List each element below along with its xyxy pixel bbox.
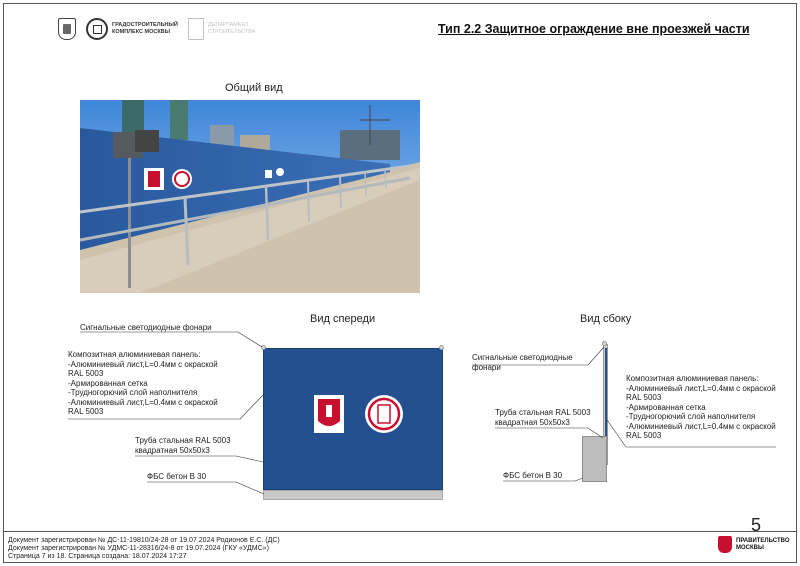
- moscow-emblem-icon: [58, 18, 76, 40]
- moscow-logo: [58, 18, 76, 40]
- side-panel-line6: RAL 5003: [626, 431, 662, 440]
- moscow-government-logo: [718, 536, 790, 553]
- front-panel-line4: -Трудногорючий слой наполнителя: [68, 388, 198, 397]
- grad-complex-icon: [86, 18, 108, 40]
- front-panel-line5: -Алюминиевый лист,L=0.4мм с окраской: [68, 397, 218, 407]
- department-logo: [188, 18, 283, 40]
- side-panel-line3: -Армированная сетка: [626, 402, 706, 412]
- side-base-label: ФБС бетон В 30: [503, 471, 563, 480]
- front-signal-lights-label: Сигнальные светодиодные фонари: [80, 323, 212, 332]
- footer-divider: [3, 531, 797, 532]
- front-panel-line3: -Армированная сетка: [68, 378, 148, 388]
- footer-page-info: Страница 7 из 18. Страница создана: 18.07.2024 17:27: [8, 553, 187, 560]
- side-panel-line4: -Трудногорючий слой наполнителя: [626, 412, 756, 421]
- side-panel-line5: -Алюминиевый лист,L=0.4мм с окраской: [626, 421, 776, 431]
- page-number: 5: [751, 515, 762, 535]
- moscow-coat-of-arms-icon: [718, 536, 732, 553]
- side-panel-line1: -Алюминиевый лист,L=0.4мм с окраской: [626, 383, 776, 393]
- side-signal-lights-label: [472, 353, 573, 372]
- side-view-caption: Вид сбоку: [580, 313, 632, 325]
- government-line1: ПРАВИТЕЛЬСТВО: [736, 537, 790, 544]
- grad-complex-name: ГРАДОСТРОИТЕЛЬНЫЙ КОМПЛЕКС МОСКВЫ: [112, 22, 178, 35]
- side-view-concrete-base: [582, 436, 607, 482]
- front-pipe-label: [135, 436, 231, 455]
- grad-complex-logo: [86, 18, 192, 40]
- footer-registration-1: Документ зарегистрирован № ДС-11-19810/24-28 от 19.07.2024 Родионов Е.С. (ДС): [8, 537, 280, 544]
- front-view-caption: Вид спереди: [310, 313, 376, 325]
- page-title: Тип 2.2 Защитное ограждение вне проезжей части: [438, 22, 750, 36]
- front-panel-composition-label: [68, 350, 268, 417]
- side-pipe-label: [495, 408, 591, 427]
- department-name: ДЕПАРТАМЕНТ СТРОИТЕЛЬСТВА: [208, 22, 256, 35]
- front-view-panel: [263, 348, 443, 490]
- side-signal-line1: Сигнальные светодиодные: [472, 353, 573, 362]
- side-view-panel: [605, 348, 607, 438]
- general-view-photo: [80, 100, 420, 293]
- government-name: [736, 538, 790, 552]
- side-pipe-line1: Труба стальная RAL 5003: [495, 408, 591, 417]
- side-signal-light: [602, 341, 607, 346]
- government-line2: МОСКВЫ: [736, 544, 764, 551]
- side-panel-line2: RAL 5003: [626, 393, 662, 402]
- footer-registration-2: Документ зарегистрирован № УДМС-11-28316/24-8 от 19.07.2024 (ГКУ «УДМС»): [8, 545, 269, 552]
- front-pipe-line2: квадратная 50x50x3: [135, 445, 210, 455]
- front-base-label: ФБС бетон В 30: [147, 472, 207, 481]
- front-panel-line2: RAL 5003: [68, 369, 104, 378]
- front-panel-line1: -Алюминиевый лист,L=0.4мм с окраской: [68, 359, 218, 369]
- general-view-caption: Общий вид: [225, 82, 283, 94]
- front-signal-light-right: [439, 345, 444, 350]
- side-pipe-line2: квадратная 50x50x3: [495, 417, 570, 427]
- front-panel-title: Композитная алюминиевая панель:: [68, 350, 201, 359]
- side-signal-line2: фонари: [472, 362, 501, 372]
- front-view-concrete-base: [263, 490, 443, 500]
- side-panel-composition-label: [626, 374, 786, 441]
- front-panel-line6: RAL 5003: [68, 407, 104, 416]
- side-panel-title: Композитная алюминиевая панель:: [626, 374, 759, 383]
- front-pipe-line1: Труба стальная RAL 5003: [135, 436, 231, 445]
- department-icon: [188, 18, 204, 40]
